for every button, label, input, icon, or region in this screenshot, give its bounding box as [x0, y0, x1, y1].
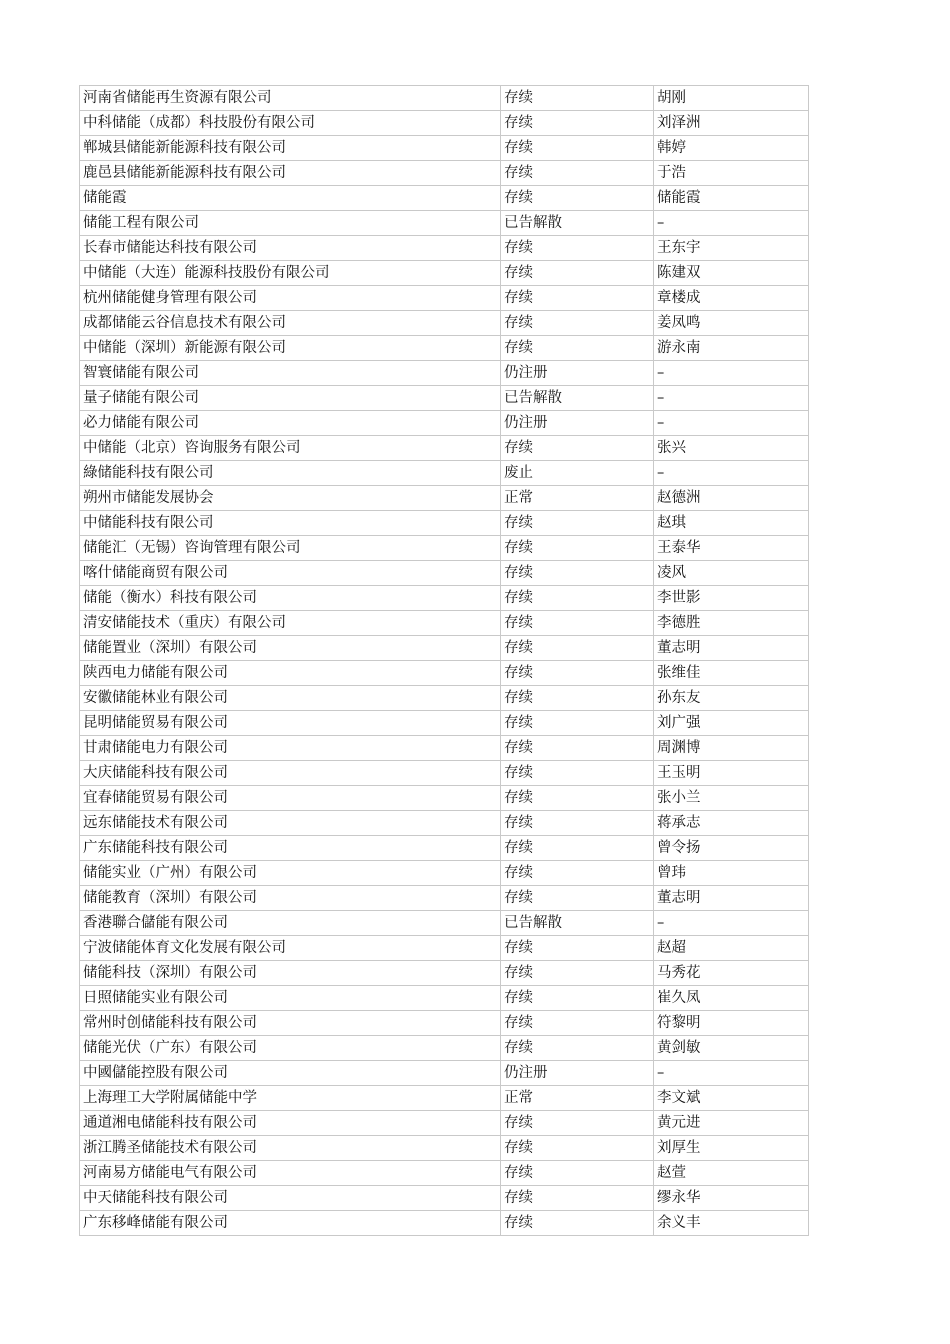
- table-row: [80, 611, 809, 636]
- status-cell: 存续: [501, 686, 654, 711]
- company-name-cell: 储能光伏（广东）有限公司: [80, 1036, 501, 1061]
- legal-rep-cell: 马秀花: [654, 961, 809, 986]
- table-row: [80, 161, 809, 186]
- legal-rep-cell: 周渊博: [654, 736, 809, 761]
- company-name-cell: 储能科技（深圳）有限公司: [80, 961, 501, 986]
- table-row: [80, 786, 809, 811]
- legal-rep-cell: 曾玮: [654, 861, 809, 886]
- status-cell: 存续: [501, 286, 654, 311]
- table-row: [80, 1061, 809, 1086]
- table-row: [80, 1011, 809, 1036]
- legal-rep-cell: 董志明: [654, 636, 809, 661]
- status-cell: 存续: [501, 961, 654, 986]
- status-cell: 存续: [501, 711, 654, 736]
- status-cell: 存续: [501, 436, 654, 461]
- status-cell: 存续: [501, 986, 654, 1011]
- status-cell: 存续: [501, 786, 654, 811]
- status-cell: 存续: [501, 561, 654, 586]
- legal-rep-cell: 章楼成: [654, 286, 809, 311]
- company-name-cell: 储能霞: [80, 186, 501, 211]
- table-row: [80, 111, 809, 136]
- legal-rep-cell: 凌风: [654, 561, 809, 586]
- legal-rep-cell: 游永南: [654, 336, 809, 361]
- status-cell: 存续: [501, 1111, 654, 1136]
- company-name-cell: 量子储能有限公司: [80, 386, 501, 411]
- company-name-cell: 储能教育（深圳）有限公司: [80, 886, 501, 911]
- status-cell: 存续: [501, 511, 654, 536]
- company-name-cell: 智寰储能有限公司: [80, 361, 501, 386]
- company-name-cell: 广东移峰储能有限公司: [80, 1211, 501, 1236]
- company-name-cell: 常州时创储能科技有限公司: [80, 1011, 501, 1036]
- table-row: [80, 86, 809, 111]
- status-cell: 存续: [501, 336, 654, 361]
- table-row: [80, 311, 809, 336]
- status-cell: 存续: [501, 311, 654, 336]
- table-row: [80, 986, 809, 1011]
- table-row: [80, 361, 809, 386]
- company-name-cell: 朔州市储能发展协会: [80, 486, 501, 511]
- company-name-cell: 大庆储能科技有限公司: [80, 761, 501, 786]
- legal-rep-cell: –: [654, 1061, 809, 1086]
- table-row: [80, 811, 809, 836]
- status-cell: 存续: [501, 1161, 654, 1186]
- legal-rep-cell: 崔久凤: [654, 986, 809, 1011]
- status-cell: 存续: [501, 636, 654, 661]
- status-cell: 存续: [501, 761, 654, 786]
- legal-rep-cell: 蒋承志: [654, 811, 809, 836]
- table-row: [80, 186, 809, 211]
- company-name-cell: 喀什储能商贸有限公司: [80, 561, 501, 586]
- status-cell: 存续: [501, 836, 654, 861]
- legal-rep-cell: 于浩: [654, 161, 809, 186]
- legal-rep-cell: 赵超: [654, 936, 809, 961]
- table-row: [80, 911, 809, 936]
- company-name-cell: 储能置业（深圳）有限公司: [80, 636, 501, 661]
- table-row: [80, 936, 809, 961]
- status-cell: 废止: [501, 461, 654, 486]
- legal-rep-cell: 李世影: [654, 586, 809, 611]
- legal-rep-cell: 符黎明: [654, 1011, 809, 1036]
- company-name-cell: 宜春储能贸易有限公司: [80, 786, 501, 811]
- legal-rep-cell: –: [654, 461, 809, 486]
- table-row: [80, 136, 809, 161]
- legal-rep-cell: 李文斌: [654, 1086, 809, 1111]
- company-table: [79, 85, 809, 1236]
- status-cell: 仍注册: [501, 1061, 654, 1086]
- company-name-cell: 河南易方储能电气有限公司: [80, 1161, 501, 1186]
- status-cell: 存续: [501, 861, 654, 886]
- table-row: [80, 436, 809, 461]
- table-row: [80, 661, 809, 686]
- company-name-cell: 储能实业（广州）有限公司: [80, 861, 501, 886]
- legal-rep-cell: 赵德洲: [654, 486, 809, 511]
- table-row: [80, 1111, 809, 1136]
- status-cell: 存续: [501, 236, 654, 261]
- legal-rep-cell: 姜凤鸣: [654, 311, 809, 336]
- legal-rep-cell: 缪永华: [654, 1186, 809, 1211]
- status-cell: 正常: [501, 486, 654, 511]
- company-name-cell: 郸城县储能新能源科技有限公司: [80, 136, 501, 161]
- company-name-cell: 必力储能有限公司: [80, 411, 501, 436]
- table-row: [80, 511, 809, 536]
- company-name-cell: 清安储能技术（重庆）有限公司: [80, 611, 501, 636]
- table-row: [80, 286, 809, 311]
- table-row: [80, 386, 809, 411]
- table-row: [80, 686, 809, 711]
- status-cell: 已告解散: [501, 211, 654, 236]
- company-name-cell: 储能汇（无锡）咨询管理有限公司: [80, 536, 501, 561]
- status-cell: 存续: [501, 136, 654, 161]
- status-cell: 存续: [501, 1186, 654, 1211]
- legal-rep-cell: 余义丰: [654, 1211, 809, 1236]
- legal-rep-cell: –: [654, 211, 809, 236]
- company-name-cell: 长春市储能达科技有限公司: [80, 236, 501, 261]
- company-table-body: [80, 86, 809, 1236]
- company-name-cell: 广东储能科技有限公司: [80, 836, 501, 861]
- table-row: [80, 261, 809, 286]
- table-row: [80, 1036, 809, 1061]
- status-cell: 存续: [501, 586, 654, 611]
- table-row: [80, 586, 809, 611]
- company-name-cell: 中國儲能控股有限公司: [80, 1061, 501, 1086]
- company-name-cell: 中储能（深圳）新能源有限公司: [80, 336, 501, 361]
- table-row: [80, 561, 809, 586]
- table-row: [80, 836, 809, 861]
- status-cell: 存续: [501, 161, 654, 186]
- legal-rep-cell: 王泰华: [654, 536, 809, 561]
- company-name-cell: 储能工程有限公司: [80, 211, 501, 236]
- legal-rep-cell: 曾令扬: [654, 836, 809, 861]
- status-cell: 存续: [501, 86, 654, 111]
- status-cell: 正常: [501, 1086, 654, 1111]
- status-cell: 已告解散: [501, 386, 654, 411]
- company-name-cell: 安徽储能林业有限公司: [80, 686, 501, 711]
- company-name-cell: 中科储能（成都）科技股份有限公司: [80, 111, 501, 136]
- table-row: [80, 536, 809, 561]
- status-cell: 存续: [501, 736, 654, 761]
- status-cell: 存续: [501, 936, 654, 961]
- table-row: [80, 1161, 809, 1186]
- legal-rep-cell: 张兴: [654, 436, 809, 461]
- company-name-cell: 中储能科技有限公司: [80, 511, 501, 536]
- table-row: [80, 636, 809, 661]
- status-cell: 存续: [501, 1136, 654, 1161]
- legal-rep-cell: 董志明: [654, 886, 809, 911]
- status-cell: 存续: [501, 1011, 654, 1036]
- legal-rep-cell: 刘泽洲: [654, 111, 809, 136]
- company-name-cell: 昆明储能贸易有限公司: [80, 711, 501, 736]
- status-cell: 存续: [501, 186, 654, 211]
- table-row: [80, 1086, 809, 1111]
- status-cell: 存续: [501, 536, 654, 561]
- status-cell: 存续: [501, 1211, 654, 1236]
- table-row: [80, 211, 809, 236]
- company-name-cell: 綠储能科技有限公司: [80, 461, 501, 486]
- status-cell: 仍注册: [501, 411, 654, 436]
- legal-rep-cell: 张维佳: [654, 661, 809, 686]
- legal-rep-cell: 韩婷: [654, 136, 809, 161]
- status-cell: 存续: [501, 611, 654, 636]
- table-row: [80, 761, 809, 786]
- legal-rep-cell: 孙东友: [654, 686, 809, 711]
- status-cell: 存续: [501, 1036, 654, 1061]
- legal-rep-cell: –: [654, 911, 809, 936]
- legal-rep-cell: –: [654, 361, 809, 386]
- table-row: [80, 861, 809, 886]
- table-row: [80, 236, 809, 261]
- legal-rep-cell: 黄剑敏: [654, 1036, 809, 1061]
- legal-rep-cell: 张小兰: [654, 786, 809, 811]
- table-row: [80, 486, 809, 511]
- status-cell: 存续: [501, 261, 654, 286]
- company-name-cell: 上海理工大学附属储能中学: [80, 1086, 501, 1111]
- table-row: [80, 886, 809, 911]
- legal-rep-cell: 王玉明: [654, 761, 809, 786]
- table-row: [80, 711, 809, 736]
- status-cell: 存续: [501, 886, 654, 911]
- company-name-cell: 河南省储能再生资源有限公司: [80, 86, 501, 111]
- table-row: [80, 336, 809, 361]
- legal-rep-cell: 刘厚生: [654, 1136, 809, 1161]
- legal-rep-cell: 赵萱: [654, 1161, 809, 1186]
- table-row: [80, 461, 809, 486]
- legal-rep-cell: 储能霞: [654, 186, 809, 211]
- company-name-cell: 中储能（北京）咨询服务有限公司: [80, 436, 501, 461]
- company-name-cell: 鹿邑县储能新能源科技有限公司: [80, 161, 501, 186]
- company-name-cell: 杭州储能健身管理有限公司: [80, 286, 501, 311]
- legal-rep-cell: –: [654, 411, 809, 436]
- company-name-cell: 通道湘电储能科技有限公司: [80, 1111, 501, 1136]
- company-name-cell: 远东储能技术有限公司: [80, 811, 501, 836]
- company-name-cell: 中天储能科技有限公司: [80, 1186, 501, 1211]
- company-name-cell: 香港聯合儲能有限公司: [80, 911, 501, 936]
- table-row: [80, 1136, 809, 1161]
- status-cell: 存续: [501, 111, 654, 136]
- legal-rep-cell: 黄元进: [654, 1111, 809, 1136]
- table-row: [80, 411, 809, 436]
- legal-rep-cell: –: [654, 386, 809, 411]
- status-cell: 存续: [501, 661, 654, 686]
- status-cell: 存续: [501, 811, 654, 836]
- table-row: [80, 1186, 809, 1211]
- company-name-cell: 陕西电力储能有限公司: [80, 661, 501, 686]
- legal-rep-cell: 刘广强: [654, 711, 809, 736]
- table-row: [80, 1211, 809, 1236]
- company-name-cell: 成都储能云谷信息技术有限公司: [80, 311, 501, 336]
- legal-rep-cell: 赵琪: [654, 511, 809, 536]
- table-row: [80, 961, 809, 986]
- company-name-cell: 储能（衡水）科技有限公司: [80, 586, 501, 611]
- company-name-cell: 宁波储能体育文化发展有限公司: [80, 936, 501, 961]
- company-name-cell: 甘肃储能电力有限公司: [80, 736, 501, 761]
- legal-rep-cell: 陈建双: [654, 261, 809, 286]
- status-cell: 仍注册: [501, 361, 654, 386]
- status-cell: 已告解散: [501, 911, 654, 936]
- legal-rep-cell: 李德胜: [654, 611, 809, 636]
- company-name-cell: 日照储能实业有限公司: [80, 986, 501, 1011]
- company-name-cell: 中储能（大连）能源科技股份有限公司: [80, 261, 501, 286]
- legal-rep-cell: 王东宇: [654, 236, 809, 261]
- legal-rep-cell: 胡刚: [654, 86, 809, 111]
- table-row: [80, 736, 809, 761]
- company-name-cell: 浙江腾圣储能技术有限公司: [80, 1136, 501, 1161]
